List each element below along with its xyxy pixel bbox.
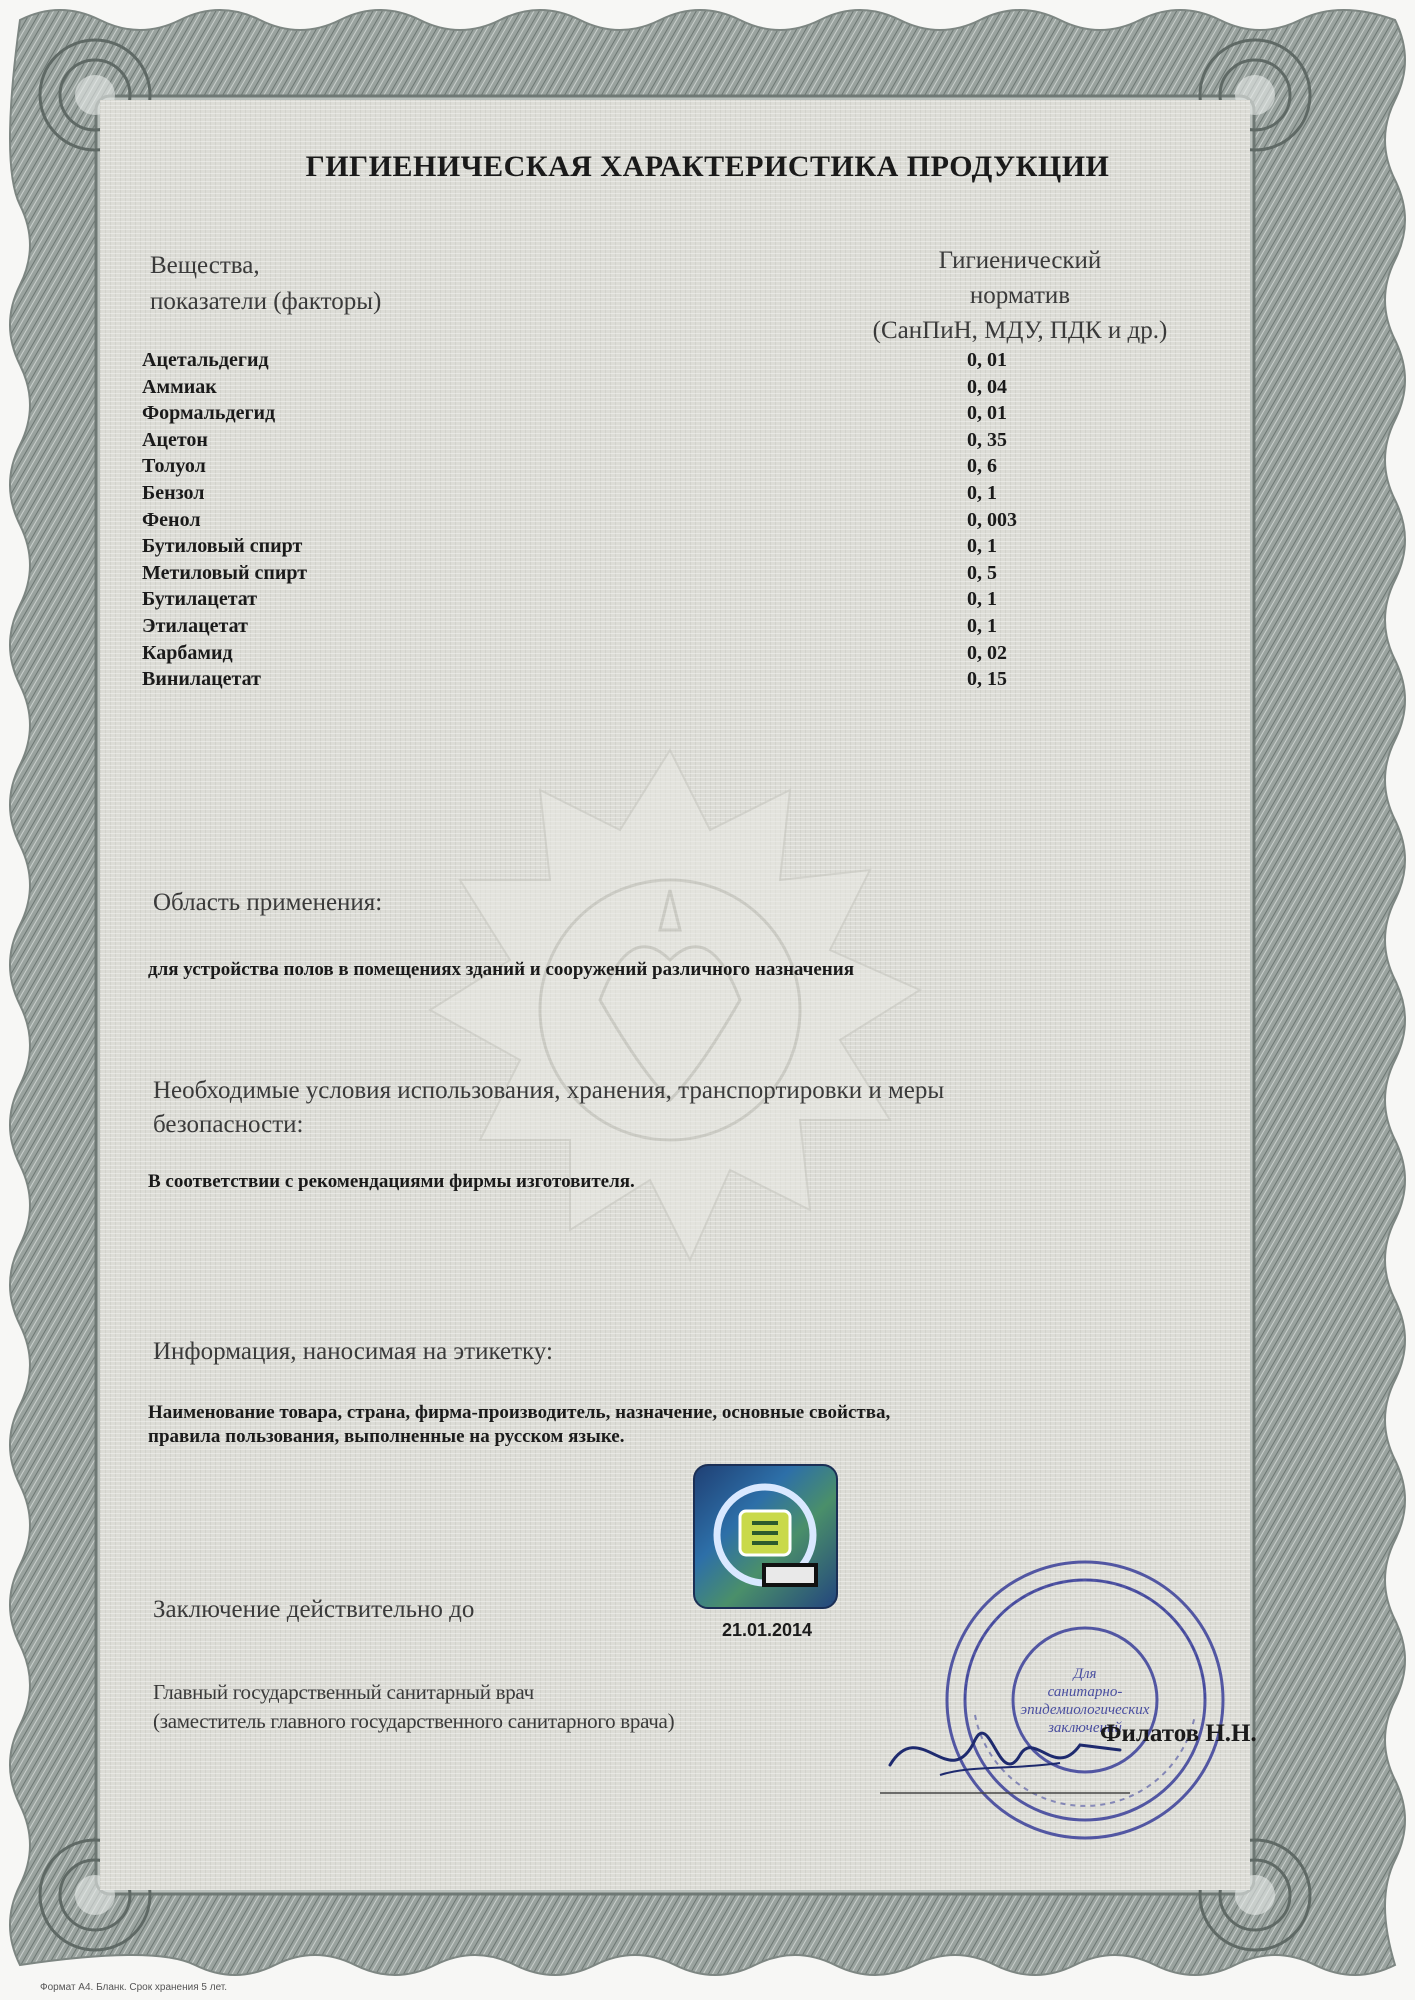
substance-name: Толуол	[142, 455, 206, 478]
table-row	[142, 347, 1042, 374]
stamp-text-line: санитарно-	[1047, 1684, 1123, 1700]
substance-name: Формальдегид	[142, 402, 276, 425]
substance-name: Винилацетат	[142, 668, 261, 691]
header-line: показатели (факторы)	[150, 288, 382, 315]
header-line: норматив	[969, 282, 1071, 309]
stamp-text-line: эпидемиологических	[1020, 1702, 1150, 1718]
stamp-text-line: Для	[1073, 1666, 1097, 1682]
table-row	[142, 613, 1042, 640]
header-line: Гигиенический	[938, 247, 1102, 274]
table-row	[142, 666, 1042, 693]
substance-value: 0, 01	[967, 349, 1007, 371]
substance-value: 0, 1	[967, 535, 997, 558]
substance-value: 0, 003	[967, 508, 1017, 531]
hologram-sticker	[692, 1463, 839, 1610]
table-row	[142, 480, 1042, 507]
substance-name: Метиловый спирт	[142, 561, 308, 584]
label-info-text	[148, 1401, 890, 1449]
footer-note: Формат А4. Бланк. Срок хранения 5 лет.	[40, 1982, 228, 1993]
table-row	[142, 507, 1042, 534]
substance-value: 0, 6	[967, 455, 997, 478]
conditions-label	[153, 1074, 944, 1142]
substance-value: 0, 5	[967, 561, 997, 584]
substance-value: 0, 35	[967, 428, 1007, 451]
table-row	[142, 640, 1042, 667]
label-info-label: Информация, наносимая на этикетку:	[153, 1338, 553, 1365]
table-row	[142, 400, 1042, 427]
substances-table	[142, 347, 1042, 693]
substance-value: 0, 1	[967, 588, 997, 611]
table-row	[142, 453, 1042, 480]
substance-name: Карбамид	[142, 641, 233, 664]
substance-value: 0, 02	[967, 641, 1007, 664]
table-row	[142, 533, 1042, 560]
table-row	[142, 586, 1042, 613]
conditions-label-line: Необходимые условия использования, хранения, транспортировки и меры	[153, 1077, 945, 1104]
table-row	[142, 560, 1042, 587]
stamp-text-line: заключений	[1048, 1720, 1122, 1736]
handwritten-signature	[880, 1695, 1140, 1815]
signatory-title: Главный государственный санитарный врач	[153, 1680, 534, 1704]
application-area-text: для устройства полов в помещениях зданий и сооружений различного назначения	[148, 959, 854, 980]
label-info-line: правила пользования, выполненные на русском языке.	[148, 1426, 625, 1447]
substance-name: Ацетон	[142, 428, 208, 451]
label-info-line: Наименование товара, страна, фирма-производитель, назначение, основные свойства,	[148, 1402, 891, 1423]
substances-column-header	[150, 248, 381, 320]
substance-value: 0, 01	[967, 402, 1007, 425]
document-title: ГИГИЕНИЧЕСКАЯ ХАРАКТЕРИСТИКА ПРОДУКЦИИ	[305, 150, 1110, 183]
substance-name: Фенол	[142, 508, 201, 531]
conditions-text: В соответствии с рекомендациями фирмы изготовителя.	[148, 1171, 635, 1192]
substance-value: 0, 04	[967, 375, 1007, 398]
validity-label: Заключение действительно до	[153, 1596, 475, 1623]
application-area-label: Область применения:	[153, 889, 383, 916]
substance-value: 0, 15	[967, 668, 1007, 691]
validity-date: 21.01.2014	[721, 1620, 813, 1640]
table-row	[142, 374, 1042, 401]
table-row	[142, 427, 1042, 454]
substance-name: Бензол	[142, 481, 205, 504]
signatory-deputy-title: (заместитель главного государственного санитарного врача)	[153, 1709, 675, 1733]
substance-name: Ацетальдегид	[142, 349, 269, 371]
norm-column-header	[800, 243, 1240, 348]
signatory-name: Филатов Н.Н.	[1100, 1720, 1257, 1747]
header-line: Вещества,	[150, 252, 260, 279]
coat-of-arms-watermark	[400, 740, 940, 1280]
substance-value: 0, 1	[967, 481, 997, 504]
substance-name: Бутилацетат	[142, 588, 258, 611]
substance-name: Аммиак	[142, 375, 217, 398]
substance-name: Этилацетат	[142, 614, 248, 637]
header-line: (СанПиН, МДУ, ПДК и др.)	[872, 317, 1168, 344]
conditions-label-line: безопасности:	[153, 1111, 304, 1138]
substance-name: Бутиловый спирт	[142, 535, 303, 558]
substance-value: 0, 1	[967, 614, 997, 637]
